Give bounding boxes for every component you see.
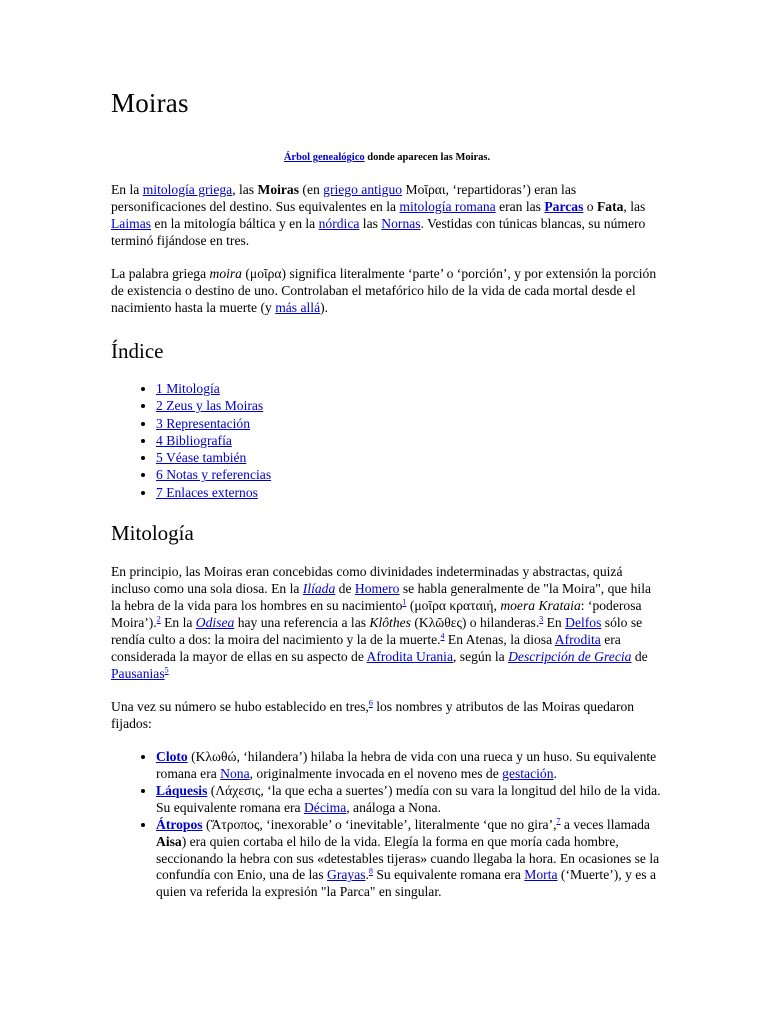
moiras-list	[111, 749, 663, 901]
inline-link[interactable]: Laimas	[111, 216, 152, 231]
bold-term	[156, 749, 188, 764]
page-title: Moiras	[111, 88, 189, 118]
bold-term	[156, 817, 203, 832]
bold-term: Moiras	[257, 182, 300, 197]
inline-link[interactable]: Cloto	[156, 749, 188, 765]
inline-link[interactable]: nórdica	[318, 216, 360, 231]
moira-item-cloto: • Cloto (Κλωθώ, ‘hilandera’) hilaba la hebra de vida con una rueca y un huso. Su equivalente romana era Nona, originalmente invocada en el noveno mes de gestación.	[156, 749, 663, 783]
toc-item	[156, 484, 663, 501]
italic-term	[303, 581, 335, 596]
inline-link[interactable]: Pausanias	[111, 666, 165, 682]
bold-term: Fata	[596, 199, 624, 214]
inline-link[interactable]: mitología romana	[399, 199, 496, 214]
toc-link-mitologia[interactable]: 1 Mitología	[156, 381, 220, 396]
footnote-link[interactable]: 3	[539, 614, 544, 624]
reference-footnote	[157, 615, 161, 624]
footnote-link[interactable]: 2	[156, 614, 161, 624]
caption-text: donde aparecen las Moiras.	[364, 152, 491, 163]
italic-term: moira	[209, 266, 242, 281]
reference-footnote	[441, 632, 445, 641]
italic-term	[508, 649, 631, 664]
reference-footnote	[539, 615, 543, 624]
footnote-link[interactable]: 1	[402, 597, 407, 607]
toc-link-vease[interactable]: 5 Véase también	[156, 450, 247, 466]
inline-link[interactable]: Morta	[524, 867, 558, 883]
inline-link[interactable]: Láquesis	[156, 782, 208, 798]
inline-link[interactable]: Parcas	[544, 199, 584, 214]
toc-item	[156, 466, 663, 483]
footnote-link[interactable]: 8	[368, 866, 373, 876]
reference-footnote	[557, 816, 561, 825]
bold-term	[156, 783, 207, 798]
toc-link-representacion[interactable]: 3 Representación	[156, 415, 250, 431]
inline-link[interactable]: Nona	[220, 765, 250, 781]
inline-link[interactable]: Ilíada	[302, 581, 336, 597]
intro-paragraph-2: La palabra griega moira (μοῖρα) significa literalmente ‘parte’ o ‘porción’, y por extensión la porción de existencia o destino de uno. Controlaban el metafórico hilo de la vida de cada mortal desde el nacimiento hasta la muerte (y más allá).	[111, 266, 657, 315]
footnote-link[interactable]: 7	[556, 816, 561, 826]
section-heading-mitologia: Mitología	[111, 521, 194, 546]
inline-link[interactable]: gestación	[502, 765, 554, 781]
toc-link-bibliografia[interactable]: 4 Bibliografía	[156, 432, 232, 448]
toc-link-notas[interactable]: 6 Notas y referencias	[156, 467, 272, 483]
inline-link[interactable]: Grayas	[327, 867, 366, 883]
image-caption	[111, 151, 663, 165]
footnote-link[interactable]: 4	[440, 631, 445, 641]
toc-item	[156, 415, 663, 432]
italic-term	[196, 615, 235, 630]
toc-link-enlaces[interactable]: 7 Enlaces externos	[156, 484, 258, 500]
inline-link[interactable]: más allá	[275, 300, 321, 315]
toc-item	[156, 397, 663, 414]
article-content	[111, 86, 663, 901]
toc-item	[156, 432, 663, 449]
mitologia-paragraph-1: En principio, las Moiras eran concebidas como divinidades indeterminadas y abstractas, quizá incluso como una sola diosa. En la Ilíada de Homero se habla generalmente de "la Moira", que hila la hebra de la vida para los hombres en su nacimiento$^1$ (μοῖρα κραταιή, moera Krataia: ‘poderosa Moira’).$^2$ En la Odisea hay una referencia a las Klôthes (Κλῶθες) o hilanderas.$^3$ En Delfos sólo se rendía culto a dos: la moira del nacimiento y la de la muerte.$^4$ En Atenas, la diosa Afrodita era considerada la mayor de ellas en su aspecto de Afrodita Urania, según la Descripción de Grecia de Pausanias$^5$	[111, 564, 651, 682]
moira-item-atropos: • Átropos (Ἄτροπος, ‘inexorable’ o ‘inevitable’, literalmente ‘que no gira’,$^7$ a veces llamada Aisa) era quien cortaba el hilo de la vida. Elegía la forma en que moría cada hombre, seccionando la hebra con sus «detestables tijeras» cuando llegaba la hora. En ocasiones se la confundía con Enio, una de las Grayas.$^8$ Su equivalente romana era Morta (‘Muerte’), y es a quien va referida la expresión "la Parca" en singular.	[156, 817, 663, 902]
italic-term: moera Krataia	[500, 598, 581, 614]
toc-list	[111, 380, 663, 501]
inline-link[interactable]: griego antiguo	[323, 182, 403, 197]
inline-link[interactable]: Afrodita Urania	[366, 649, 453, 665]
inline-link[interactable]: Átropos	[156, 816, 203, 832]
caption-link[interactable]: Árbol genealógico	[283, 152, 365, 163]
inline-link[interactable]: mitología griega	[142, 182, 233, 197]
toc-item	[156, 380, 663, 397]
toc-link-zeus[interactable]: 2 Zeus y las Moiras	[156, 398, 264, 414]
inline-link[interactable]: Homero	[354, 581, 400, 597]
inline-link[interactable]: Odisea	[195, 615, 235, 631]
reference-footnote	[402, 598, 406, 607]
inline-link[interactable]: Delfos	[565, 615, 602, 631]
toc-heading: Índice	[111, 339, 164, 363]
reference-footnote	[165, 666, 169, 675]
bold-term: Aisa	[156, 833, 182, 849]
intro-paragraph-1: En la mitología griega, las Moiras (en griego antiguo Μοῖραι, ‘repartidoras’) eran las personificaciones del destino. Sus equivalentes en la mitología romana eran las Parcas o Fata, las Laimas en la mitología báltica y en la nórdica las Nornas. Vestidas con túnicas blancas, su número terminó fijándose en tres.	[111, 182, 646, 248]
moira-item-laquesis: • Láquesis (Λάχεσις, ‘la que echa a suertes’) medía con su vara la longitud del hilo de la vida. Su equivalente romana era Décima, análoga a Nona.	[156, 783, 663, 817]
reference-footnote	[369, 867, 373, 876]
toc-item	[156, 449, 663, 466]
italic-term: Klôthes	[369, 615, 411, 631]
footnote-link[interactable]: 5	[164, 665, 169, 675]
inline-link[interactable]: Décima	[303, 799, 347, 815]
mitologia-paragraph-2: Una vez su número se hubo establecido en tres,$^6$ los nombres y atributos de las Moiras quedaron fijados:	[111, 698, 635, 732]
inline-link[interactable]: Descripción de Grecia	[508, 649, 632, 665]
inline-link[interactable]: Afrodita	[554, 632, 601, 648]
reference-footnote	[369, 699, 373, 708]
bold-term	[544, 199, 583, 214]
inline-link[interactable]: Nornas	[381, 216, 421, 231]
footnote-link[interactable]: 6	[368, 698, 373, 708]
